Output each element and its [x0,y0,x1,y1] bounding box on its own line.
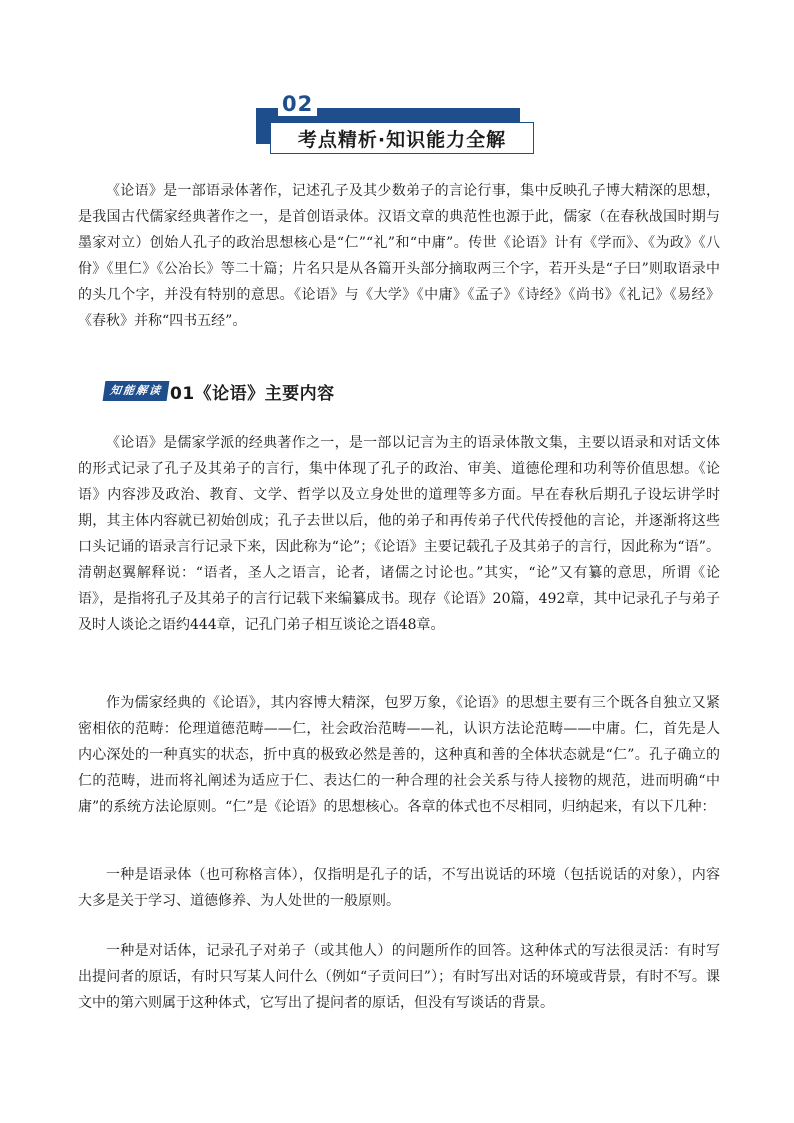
subsection-heading [104,376,335,406]
paragraph-4: 一种是对话体，记录孔子对弟子（或其他人）的问题所作的回答。这种体式的写法很灵活：有时写出提问者的原话，有时只写某人问什么（例如“子贡问曰”）；有时写出对话的环境或背景，有时不写。课文中的第六则属于这种体式，它写出了提问者的原话，但没有写谈话的背景。 [78,943,720,1011]
subsection-title: 01《论语》主要内容 [170,383,335,404]
intro-paragraph: 《论语》是一部语录体著作，记述孔子及其少数弟子的言论行事，集中反映孔子博大精深的思想，是我国古代儒家经典著作之一，是首创语录体。汉语文章的典范性也源于此，儒家（在春秋战国时期与墨家对立）创始人孔子的政治思想核心是“仁”“礼”和“中庸”。传世《论语》计有《学而》、《为政》《八佾》《里仁》《公冶长》等二十篇；片名只是从各篇开头部分摘取两三个字，若开头是“子曰”则取语录中的头几个字，并没有特别的意思。《论语》与《大学》《中庸》《孟子》《诗经》《尚书》《礼记》《易经》《春秋》并称“四书五经”。 [78,183,720,329]
paragraph-3: 一种是语录体（也可称格言体），仅指明是孔子的话，不写出说话的环境（包括说话的对象），内容大多是关于学习、道德修养、为人处世的一般原则。 [78,867,720,909]
section-number: 02 [278,92,317,116]
paragraph-2: 作为儒家经典的《论语》，其内容博大精深，包罗万象，《论语》的思想主要有三个既各自独立又紧密相依的范畴：伦理道德范畴——仁，社会政治范畴——礼，认识方法论范畴——中庸。仁，首先是人内心深处的一种真实的状态，折中真的极致必然是善的，这种真和善的全体状态就是“仁”。孔子确立的仁的范畴，进而将礼阐述为适应于仁、表达仁的一种合理的社会关系与待人接物的规范，进而明确“中庸”的系统方法论原则。“仁”是《论语》的思想核心。各章的体式也不尽相同，归纳起来，有以下几种： [78,695,720,815]
subsection-badge: 知能解读 [103,381,170,401]
section-banner [256,92,538,158]
banner-title-box [270,122,534,154]
section-title: 考点精析·知识能力全解 [297,128,507,151]
paragraph-1: 《论语》是儒家学派的经典著作之一，是一部以记言为主的语录体散文集，主要以语录和对话文体的形式记录了孔子及其弟子的言行，集中体现了孔子的政治、审美、道德伦理和功利等价值思想。《论语》内容涉及政治、教育、文学、哲学以及立身处世的道理等多方面。早在春秋后期孔子设坛讲学时期，其主体内容就已初始创成；孔子去世以后，他的弟子和再传弟子代代传授他的言论，并逐渐将这些口头记诵的语录言行记录下来，因此称为“论”；《论语》主要记载孔子及其弟子的言行，因此称为“语”。清朝赵翼解释说：“语者，圣人之语言，论者，诸儒之讨论也。”其实，“论”又有纂的意思，所谓《论语》，是指将孔子及其弟子的言行记载下来编纂成书。现存《论语》20篇，492章，其中记录孔子与弟子及时人谈论之语约444章，记孔门弟子相互谈论之语48章。 [78,435,720,633]
